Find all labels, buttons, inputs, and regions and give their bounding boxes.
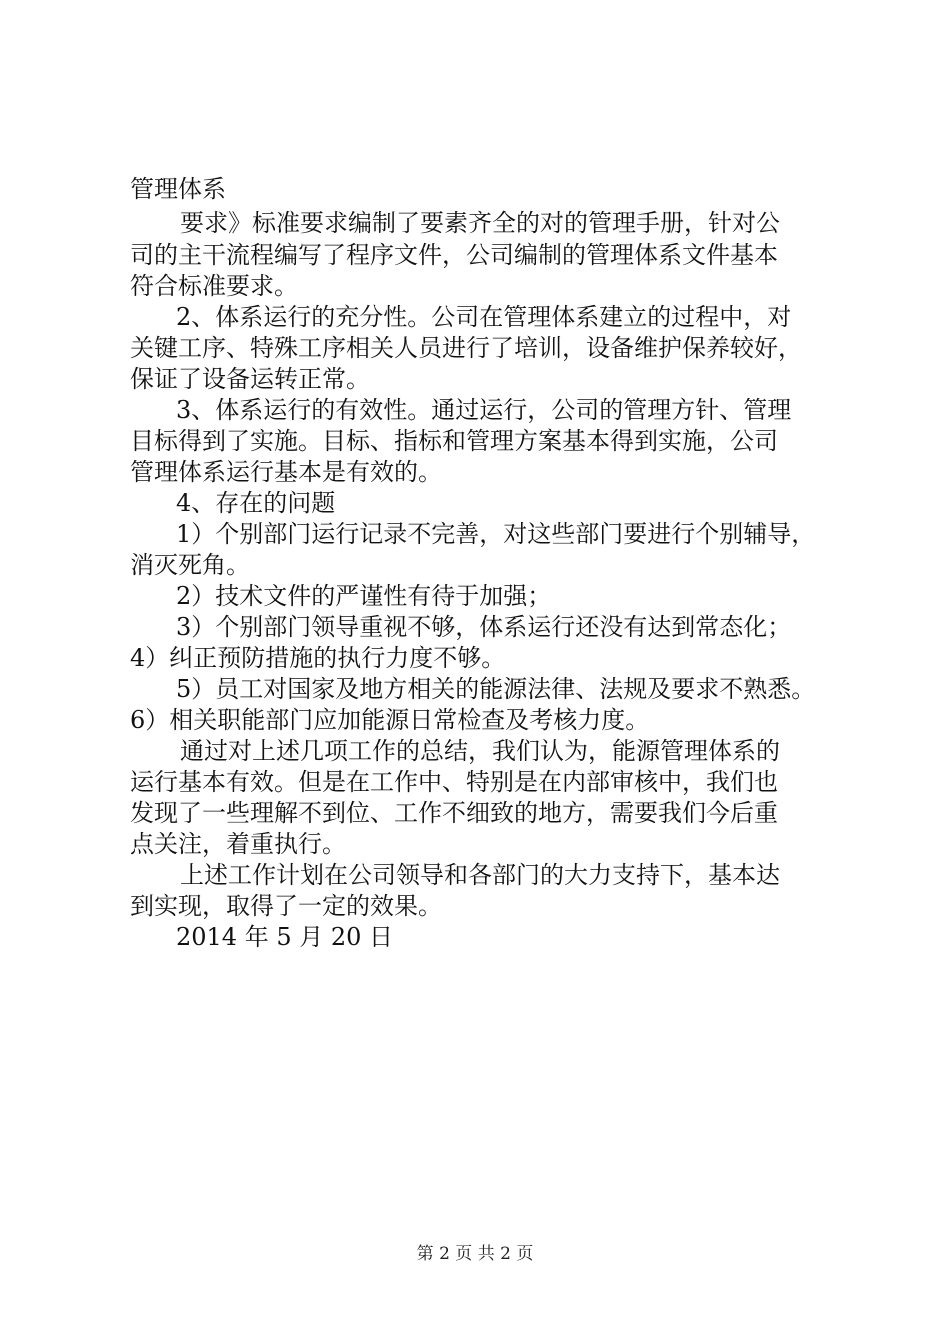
text-line: 发现了一些理解不到位、工作不细致的地方，需要我们今后重 bbox=[130, 799, 778, 827]
text-line: 4、存在的问题 bbox=[176, 489, 336, 517]
text-line: 要求》标准要求编制了要素齐全的对的管理手册，针对公 bbox=[180, 209, 780, 237]
text-line: 司的主干流程编写了程序文件，公司编制的管理体系文件基本 bbox=[130, 241, 778, 269]
text-line: 上述工作计划在公司领导和各部门的大力支持下，基本达 bbox=[180, 861, 780, 889]
text-line: 消灭死角。 bbox=[130, 551, 250, 579]
text-line: 目标得到了实施。目标、指标和管理方案基本得到实施，公司 bbox=[130, 427, 778, 455]
text-line: 到实现，取得了一定的效果。 bbox=[130, 892, 442, 920]
text-line: 2、体系运行的充分性。公司在管理体系建立的过程中，对 bbox=[176, 303, 792, 331]
text-line: 5）员工对国家及地方相关的能源法律、法规及要求不熟悉。 bbox=[176, 675, 816, 703]
text-line: 通过对上述几项工作的总结，我们认为，能源管理体系的 bbox=[180, 737, 780, 765]
text-line: 关键工序、特殊工序相关人员进行了培训，设备维护保养较好， bbox=[130, 334, 802, 362]
text-line: 1）个别部门运行记录不完善，对这些部门要进行个别辅导， bbox=[176, 520, 816, 548]
document-date: 2014 年 5 月 20 日 bbox=[176, 923, 394, 951]
text-line: 运行基本有效。但是在工作中、特别是在内部审核中，我们也 bbox=[130, 768, 778, 796]
text-line: 2）技术文件的严谨性有待于加强； bbox=[176, 582, 552, 610]
heading-fragment: 管理体系 bbox=[130, 175, 226, 203]
page-number-footer: 第 2 页 共 2 页 bbox=[416, 1244, 534, 1264]
text-line: 3）个别部门领导重视不够，体系运行还没有达到常态化； bbox=[176, 613, 792, 641]
text-line: 点关注，着重执行。 bbox=[130, 830, 346, 858]
text-line: 保证了设备运转正常。 bbox=[130, 365, 370, 393]
text-line: 管理体系运行基本是有效的。 bbox=[130, 458, 442, 486]
text-line: 4）纠正预防措施的执行力度不够。 bbox=[130, 644, 506, 672]
text-line: 3、体系运行的有效性。通过运行，公司的管理方针、管理 bbox=[176, 396, 792, 424]
text-line: 符合标准要求。 bbox=[130, 272, 298, 300]
text-line: 6）相关职能部门应加能源日常检查及考核力度。 bbox=[130, 706, 650, 734]
